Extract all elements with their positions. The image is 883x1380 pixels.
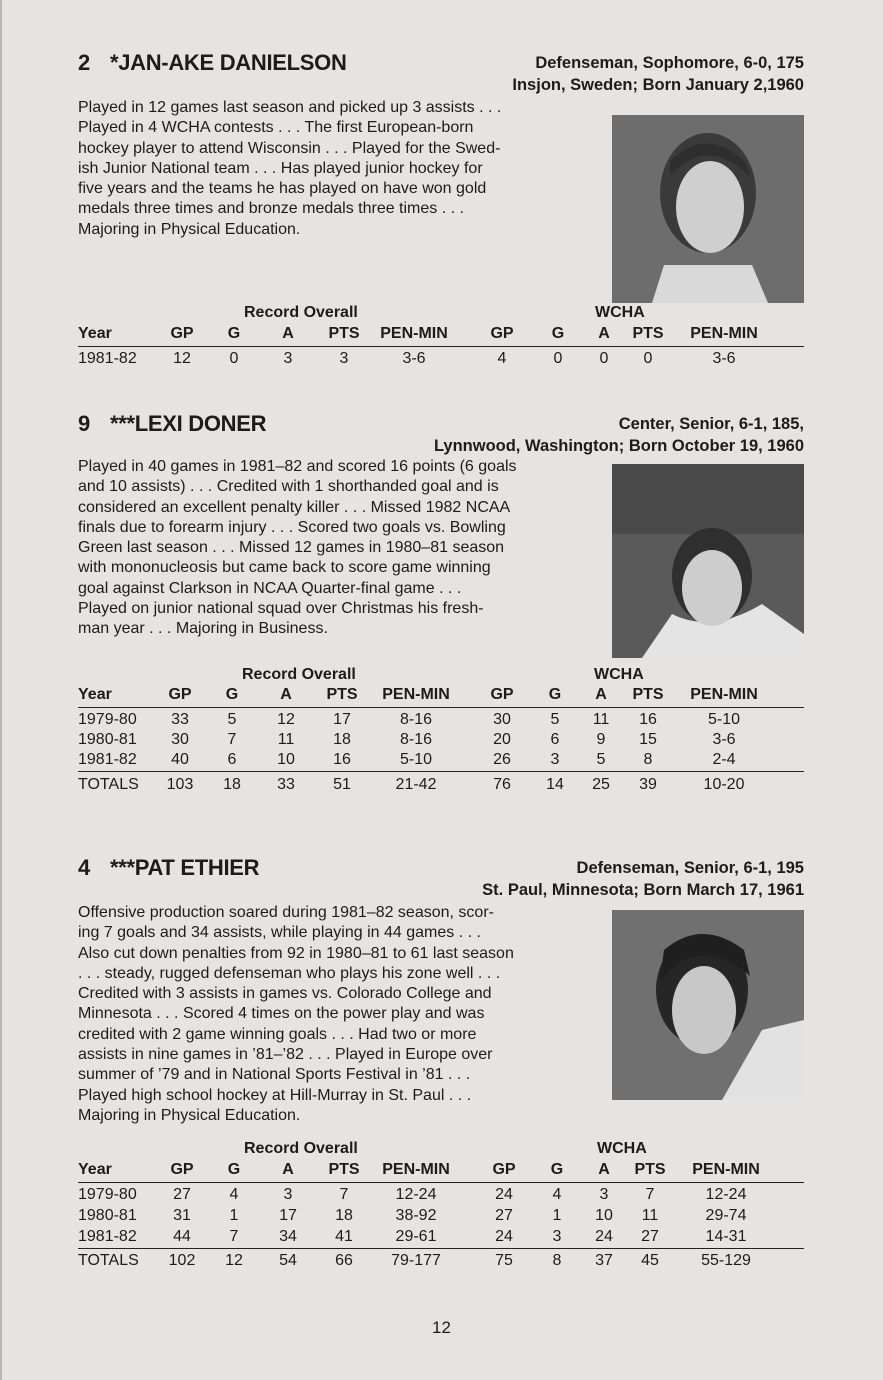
totals-row: TOTALS 103 18 33 51 21-42 76 14 25 39 10-20	[78, 776, 745, 793]
player-photo	[612, 115, 804, 303]
header-rule	[78, 707, 804, 708]
player-bio: Played in 40 games in 1981–82 and scored 16 points (6 goals and 10 assists) . . . Credited with 1 shorthanded goal and is considered an excellent penalty killer . . . Missed 1982 NCAA finals due to forearm injury . . . Scored two goals vs. Bowling Green last season . . . Missed 12 games in 1980–81 season with mononucleosis but came back to score game winning goal against Clarkson in NCAA Quarter-final game . . . Played on junior national squad over Christmas his fresh- man year . . . Majoring in Business.	[78, 458, 517, 638]
table-row: 1979-80 33 5 12 17 8-16 30 5 11 16 5-10	[78, 711, 741, 728]
player-profile-ethier	[78, 855, 804, 1124]
player-hometown: Lynnwood, Washington; Born October 19, 1960	[433, 437, 804, 455]
page-edge	[0, 0, 2, 1380]
player-name: 4 ***PAT ETHIER	[78, 855, 260, 880]
column-header-row: Year GP G A PTS PEN-MIN GP G A PTS PEN-MIN	[78, 686, 758, 703]
player-profile-doner	[78, 411, 804, 638]
table-row: 1981-82 40 6 10 16 5-10 26 3 5 8 2-4	[78, 751, 736, 768]
jersey-number: 4	[78, 855, 90, 880]
player-position: Defenseman, Senior, 6-1, 195	[576, 859, 804, 877]
player-photo	[612, 910, 804, 1100]
wcha-heading: WCHA	[597, 1140, 647, 1157]
portrait-photo-icon	[612, 115, 804, 303]
page-number: 12	[432, 1318, 451, 1337]
totals-row: TOTALS 102 12 54 66 79-177 75 8 37 45 55-129	[78, 1252, 751, 1269]
player-position: Center, Senior, 6-1, 185,	[618, 415, 804, 433]
portrait-photo-icon	[612, 464, 804, 658]
header-rule	[78, 1182, 804, 1183]
table-row: 1981-82 44 7 34 41 29-61 24 3 24 27 14-31	[78, 1228, 747, 1245]
table-row: 1980-81 31 1 17 18 38-92 27 1 10 11 29-74	[78, 1207, 747, 1224]
wcha-heading: WCHA	[595, 304, 645, 321]
wcha-heading: WCHA	[594, 666, 644, 683]
totals-rule	[78, 771, 804, 772]
player-bio: Played in 12 games last season and picked up 3 assists . . . Played in 4 WCHA contests . . . The first European-born hockey player to attend Wisconsin . . . Played for the Swed- ish Junior National team . . . Has played junior hockey for five years and the teams he has played on have won gold medals three times and bronze medals three times . . . Majoring in Physical Education.	[78, 99, 502, 238]
player-name: 9 ***LEXI DONER	[78, 411, 267, 436]
table-row: 1981-82 12 0 3 3 3-6 4 0 0 0 3-6	[78, 350, 736, 367]
player-hometown: St. Paul, Minnesota; Born March 17, 1961	[482, 881, 804, 899]
portrait-photo-icon	[612, 910, 804, 1100]
record-overall-heading: Record Overall	[242, 666, 356, 683]
player-profile-danielson	[78, 50, 804, 238]
column-header-row: Year GP G A PTS PEN-MIN GP G A PTS PEN-MIN	[78, 325, 758, 342]
table-row: 1979-80 27 4 3 7 12-24 24 4 3 7 12-24	[78, 1186, 747, 1203]
totals-rule	[78, 1248, 804, 1249]
player-position: Defenseman, Sophomore, 6-0, 175	[535, 54, 804, 72]
player-hometown: Insjon, Sweden; Born January 2,1960	[512, 76, 804, 94]
player-photo	[612, 464, 804, 658]
player-name: 2 *JAN-AKE DANIELSON	[78, 50, 347, 75]
jersey-number: 2	[78, 50, 90, 75]
record-overall-heading: Record Overall	[244, 1140, 358, 1157]
player-bio: Offensive production soared during 1981–82 season, scor- ing 7 goals and 34 assists, while playing in 44 games . . . Also cut down penalties from 92 in 1980–81 to 61 last season . . . steady, rugged defenseman who plays his zone well . . . Credited with 3 assists in games vs. Colorado College and Minnesota . . . Scored 4 times on the power play and was credited with 2 game winning goals . . . Had two or more assists in nine games in ’81–’82 . . . Played in Europe over summer of ’79 and in National Sports Festival in ’81 . . . Played high school hockey at Hill-Murray in St. Paul . . . Majoring in Physical Education.	[78, 904, 514, 1124]
record-overall-heading: Record Overall	[244, 304, 358, 321]
jersey-number: 9	[78, 411, 90, 436]
column-header-row: Year GP G A PTS PEN-MIN GP G A PTS PEN-MIN	[78, 1161, 760, 1178]
header-rule	[78, 346, 804, 347]
table-row: 1980-81 30 7 11 18 8-16 20 6 9 15 3-6	[78, 731, 736, 748]
